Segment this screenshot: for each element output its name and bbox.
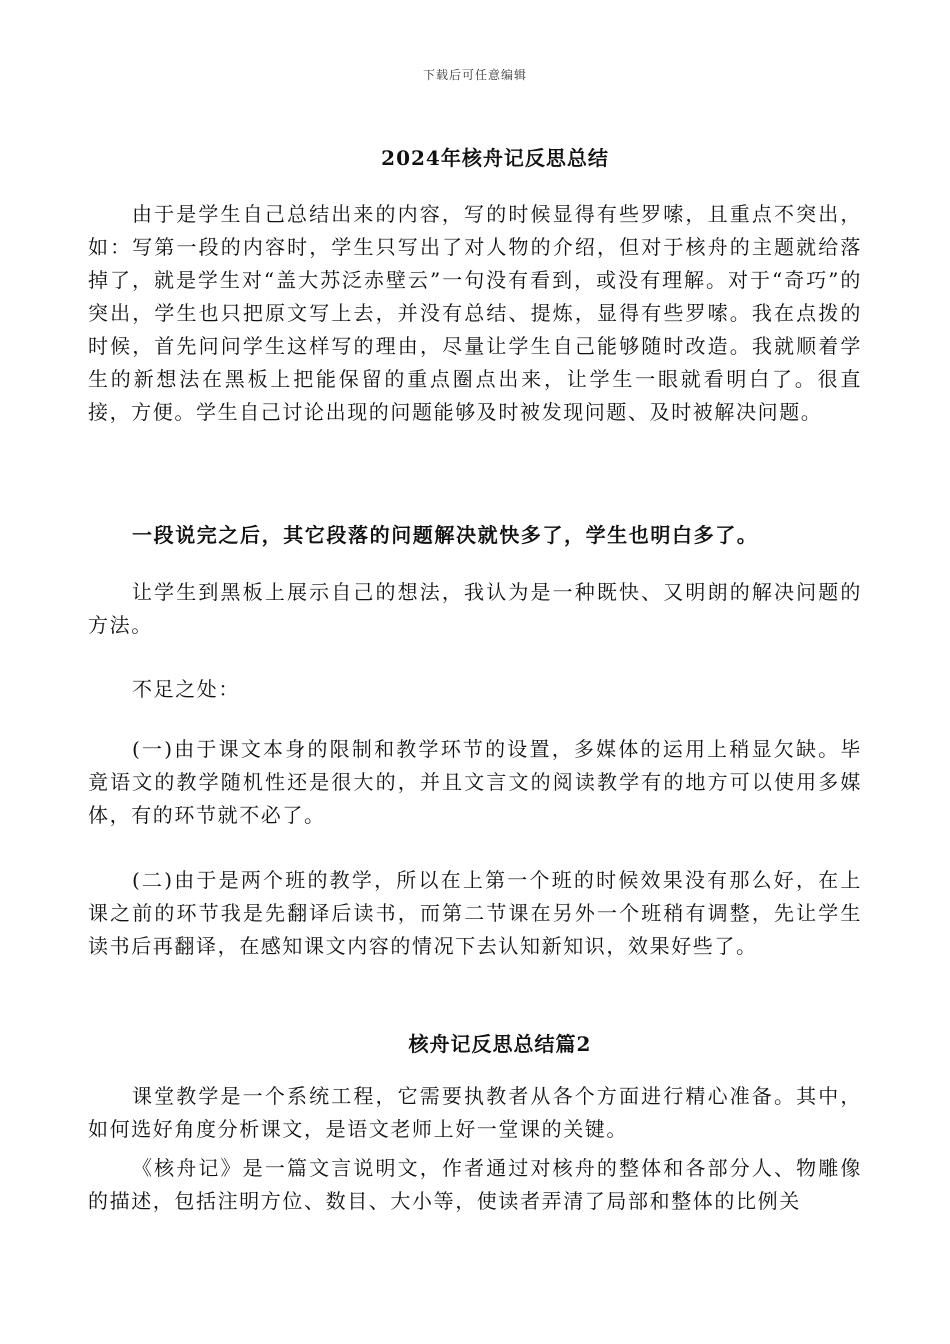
paragraph-1: 由于是学生自己总结出来的内容，写的时候显得有些罗嗦，且重点不突出，如：写第一段的内容时，学生只写出了对人物的介绍，但对于核舟的主题就给落掉了，就是学生对“盖大苏泛赤壁云”一句没有看到，或没有理解。对于“奇巧”的突出，学生也只把原文写上去，并没有总结、提炼，显得有些罗嗦。我在点拨的时候，首先问问学生这样写的理由，尽量让学生自己能够随时改造。我就顺着学生的新想法在黑板上把能保留的重点圈点出来，让学生一眼就看明白了。很直接，方便。学生自己讨论出现的问题能够及时被发现问题、及时被解决问题。 [88,202,862,424]
paragraph-2: 一段说完之后，其它段落的问题解决就快多了，学生也明白多了。 [132,523,759,547]
paragraph-4: 不足之处： [132,677,240,701]
page-header-note: 下载后可任意编辑 [422,68,527,82]
paragraph-5: (一)由于课文本身的限制和教学环节的设置，多媒体的运用上稍显欠缺。毕竟语文的教学随机性还是很大的，并且文言文的阅读教学有的地方可以使用多媒体，有的环节就不必了。 [88,737,862,827]
section-2-paragraph-2: 《核舟记》是一篇文言说明文，作者通过对核舟的整体和各部分人、物雕像的描述，包括注明方位、数目、大小等，使读者弄清了局部和整体的比例关 [88,1156,862,1213]
section-2-title: 核舟记反思总结篇2 [408,1032,592,1056]
paragraph-3: 让学生到黑板上展示自己的想法，我认为是一种既快、又明朗的解决问题的方法。 [88,580,862,637]
document-title: 2024年核舟记反思总结 [381,146,609,170]
paragraph-6: (二)由于是两个班的教学，所以在上第一个班的时候效果没有那么好，在上课之前的环节我是先翻译后读书，而第二节课在另外一个班稍有调整，先让学生读书后再翻译，在感知课文内容的情况下去认知新知识，效果好些了。 [88,868,862,958]
section-2-paragraph-1: 课堂教学是一个系统工程，它需要执教者从各个方面进行精心准备。其中，如何选好角度分析课文，是语文老师上好一堂课的关键。 [88,1084,862,1141]
